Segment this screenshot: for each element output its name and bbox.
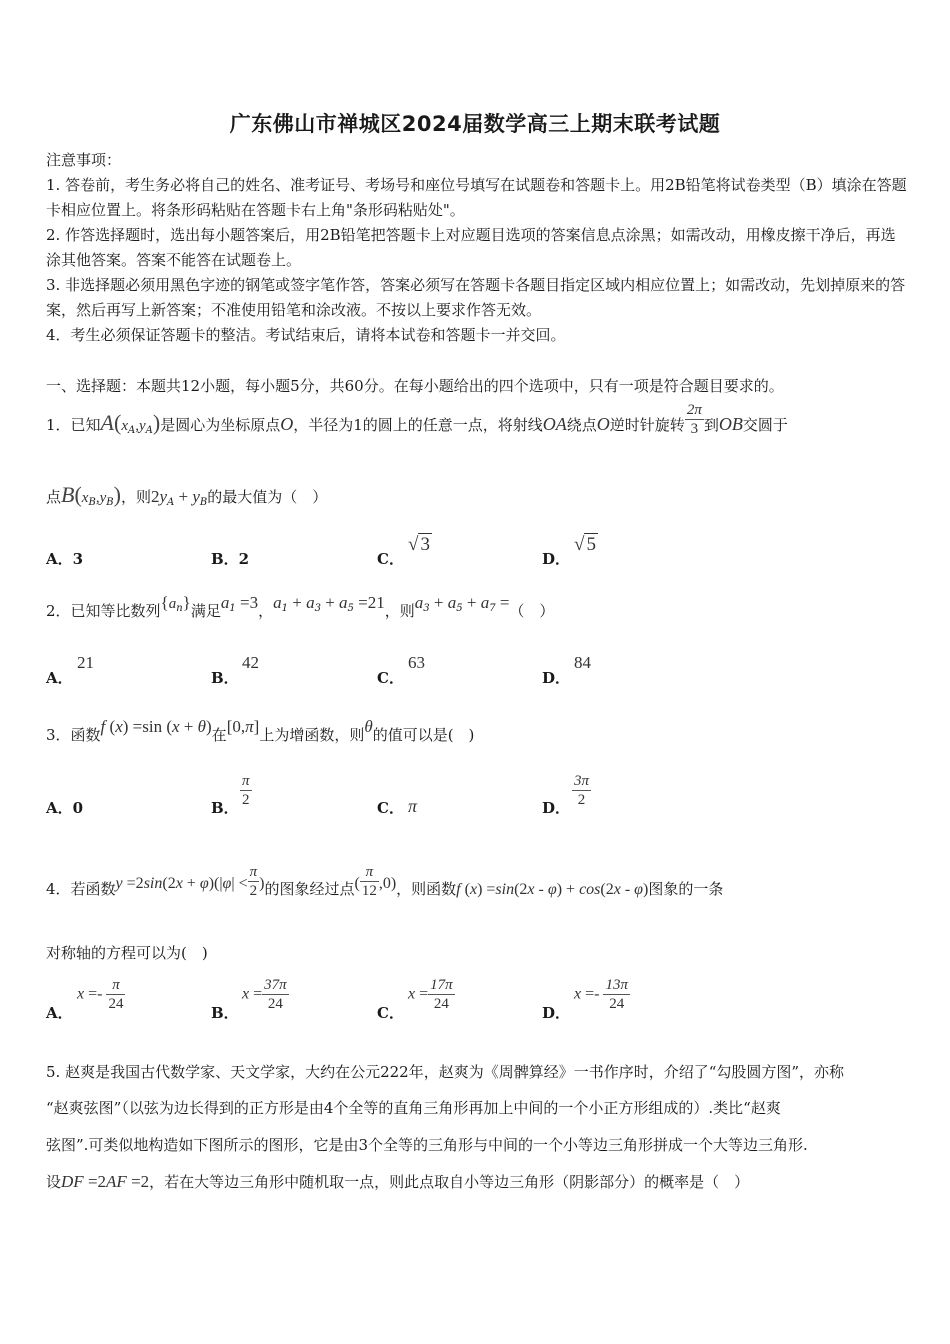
q3-option-b-value: $\frac{\pi}{2}$ <box>242 773 250 808</box>
q4-option-b[interactable]: B． <box>211 1004 239 1022</box>
q4-option-a-value: x =- $\frac{\pi}{24}$ <box>77 977 124 1012</box>
notice-block <box>46 148 908 348</box>
notice-item-3: 3. 非选择题必须用黑色字迹的钢笔或签字笔作答，答案必须写在答题卡各题目指定区域内相应位置上；如需改动，先划掉原来的答案，然后再写上新答案；不准使用铅笔和涂改液。不按以上要求作答无效。 <box>46 276 906 319</box>
q2-option-a-value: 21 <box>77 653 94 672</box>
question-5-line-1: 5. 赵爽是我国古代数学家、天文学家，大约在公元222年，赵爽为《周髀算经》一书作序时，介绍了“勾股圆方图”，亦称 <box>46 1063 845 1081</box>
question-5-line-2: “赵爽弦图”（以弦为边长得到的正方形是由4个全等的直角三角形再加上中间的一个小正方形组成的）.类比“赵爽 <box>46 1099 781 1117</box>
q3-option-d-value: $\frac{3\pi}{2}$ <box>574 773 590 808</box>
q1-option-a[interactable]: A．3 <box>46 550 84 568</box>
q2-option-b[interactable]: B． <box>211 669 239 687</box>
q3-option-c-value: π <box>408 796 418 816</box>
question-4-line-1: 4．若函数y =2sin(2x + φ)(|φ| < $\frac{\pi}{2}$ )的图象经过点( $\frac{\pi}{12}$ ,0)，则函数f (x) =sin(2x - φ) + cos(2x - φ)图象的一条 <box>46 863 724 899</box>
question-1-line-1: 1．已知$A(x_A,y_A)$是圆心为坐标原点O，半径为1的圆上的任意一点，将射线OA绕点O逆时针旋转 $\frac{2\pi}{3}$ 到OB交圆于 <box>46 401 788 437</box>
question-2-line: 2．已知等比数列$\{a^n\}$满足$a^1 =3$，$a^1 + a^3 + a^5 =21$，则$a^3 + a^5 + a^7$ =（ ） <box>46 593 555 620</box>
q4-option-a[interactable]: A． <box>46 1004 73 1022</box>
question-1-line-2: 点$B(x_B,y_B)$，则$2y_A + y_B$的最大值为（ ） <box>46 482 328 508</box>
q2-option-b-value: 42 <box>242 653 259 672</box>
q2-option-d[interactable]: D． <box>542 669 571 687</box>
notice-item-4: 4．考生必须保证答题卡的整洁。考试结束后，请将本试卷和答题卡一并交回。 <box>46 326 566 344</box>
q3-option-c[interactable]: C． <box>377 799 404 817</box>
q2-option-a[interactable]: A． <box>46 669 73 687</box>
page-title: 广东佛山市禅城区2024届数学高三上期末联考试题 <box>229 112 721 136</box>
q3-option-b[interactable]: B． <box>211 799 239 817</box>
q1-option-b[interactable]: B．2 <box>211 550 250 568</box>
q4-option-c[interactable]: C． <box>377 1004 404 1022</box>
question-4-line-2: 对称轴的方程可以为( ) <box>46 944 208 962</box>
q1-option-d-value: √ 5 <box>574 534 596 555</box>
q3-option-d[interactable]: D． <box>542 799 571 817</box>
q2-option-c-value: 63 <box>408 653 425 672</box>
notice-item-1: 1. 答卷前，考生务必将自己的姓名、准考证号、考场号和座位号填写在试题卷和答题卡上。用2B铅笔将试卷类型（B）填涂在答题卡相应位置上。将条形码粘贴在答题卡右上角"条形码粘贴处"。 <box>46 176 907 219</box>
q2-option-d-value: 84 <box>574 653 591 672</box>
notice-heading: 注意事项： <box>46 151 122 169</box>
q1-option-d[interactable]: D． <box>542 550 571 568</box>
question-5-line-4: 设DF =2AF =2，若在大等边三角形中随机取一点，则此点取自小等边三角形（阴影部分）的概率是（ ） <box>46 1172 750 1191</box>
q1-option-c[interactable]: C． <box>377 550 404 568</box>
q4-option-b-value: x = $\frac{37\pi}{24}$ <box>242 977 287 1012</box>
q1-option-c-value: √ 3 <box>408 534 430 555</box>
section-heading: 一、选择题：本题共12小题，每小题5分，共60分。在每小题给出的四个选项中，只有一项是符合题目要求的。 <box>46 377 784 395</box>
q4-option-d[interactable]: D． <box>542 1004 571 1022</box>
question-5-line-3: 弦图”.可类似地构造如下图所示的图形，它是由3个全等的三角形与中间的一个小等边三角形拼成一个大等边三角形. <box>46 1136 808 1154</box>
q3-option-a[interactable]: A．0 <box>46 799 84 817</box>
notice-item-2: 2. 作答选择题时，选出每小题答案后，用2B铅笔把答题卡上对应题目选项的答案信息点涂黑；如需改动，用橡皮擦干净后，再选涂其他答案。答案不能答在试题卷上。 <box>46 226 896 269</box>
question-3-line: 3．函数f (x) =sin (x + θ)在[0,π]上为增函数，则θ的值可以是( ) <box>46 717 475 744</box>
q4-option-d-value: x =- $\frac{13\pi}{24}$ <box>574 977 628 1012</box>
q4-option-c-value: x = $\frac{17\pi}{24}$ <box>408 977 453 1012</box>
q2-option-c[interactable]: C． <box>377 669 404 687</box>
